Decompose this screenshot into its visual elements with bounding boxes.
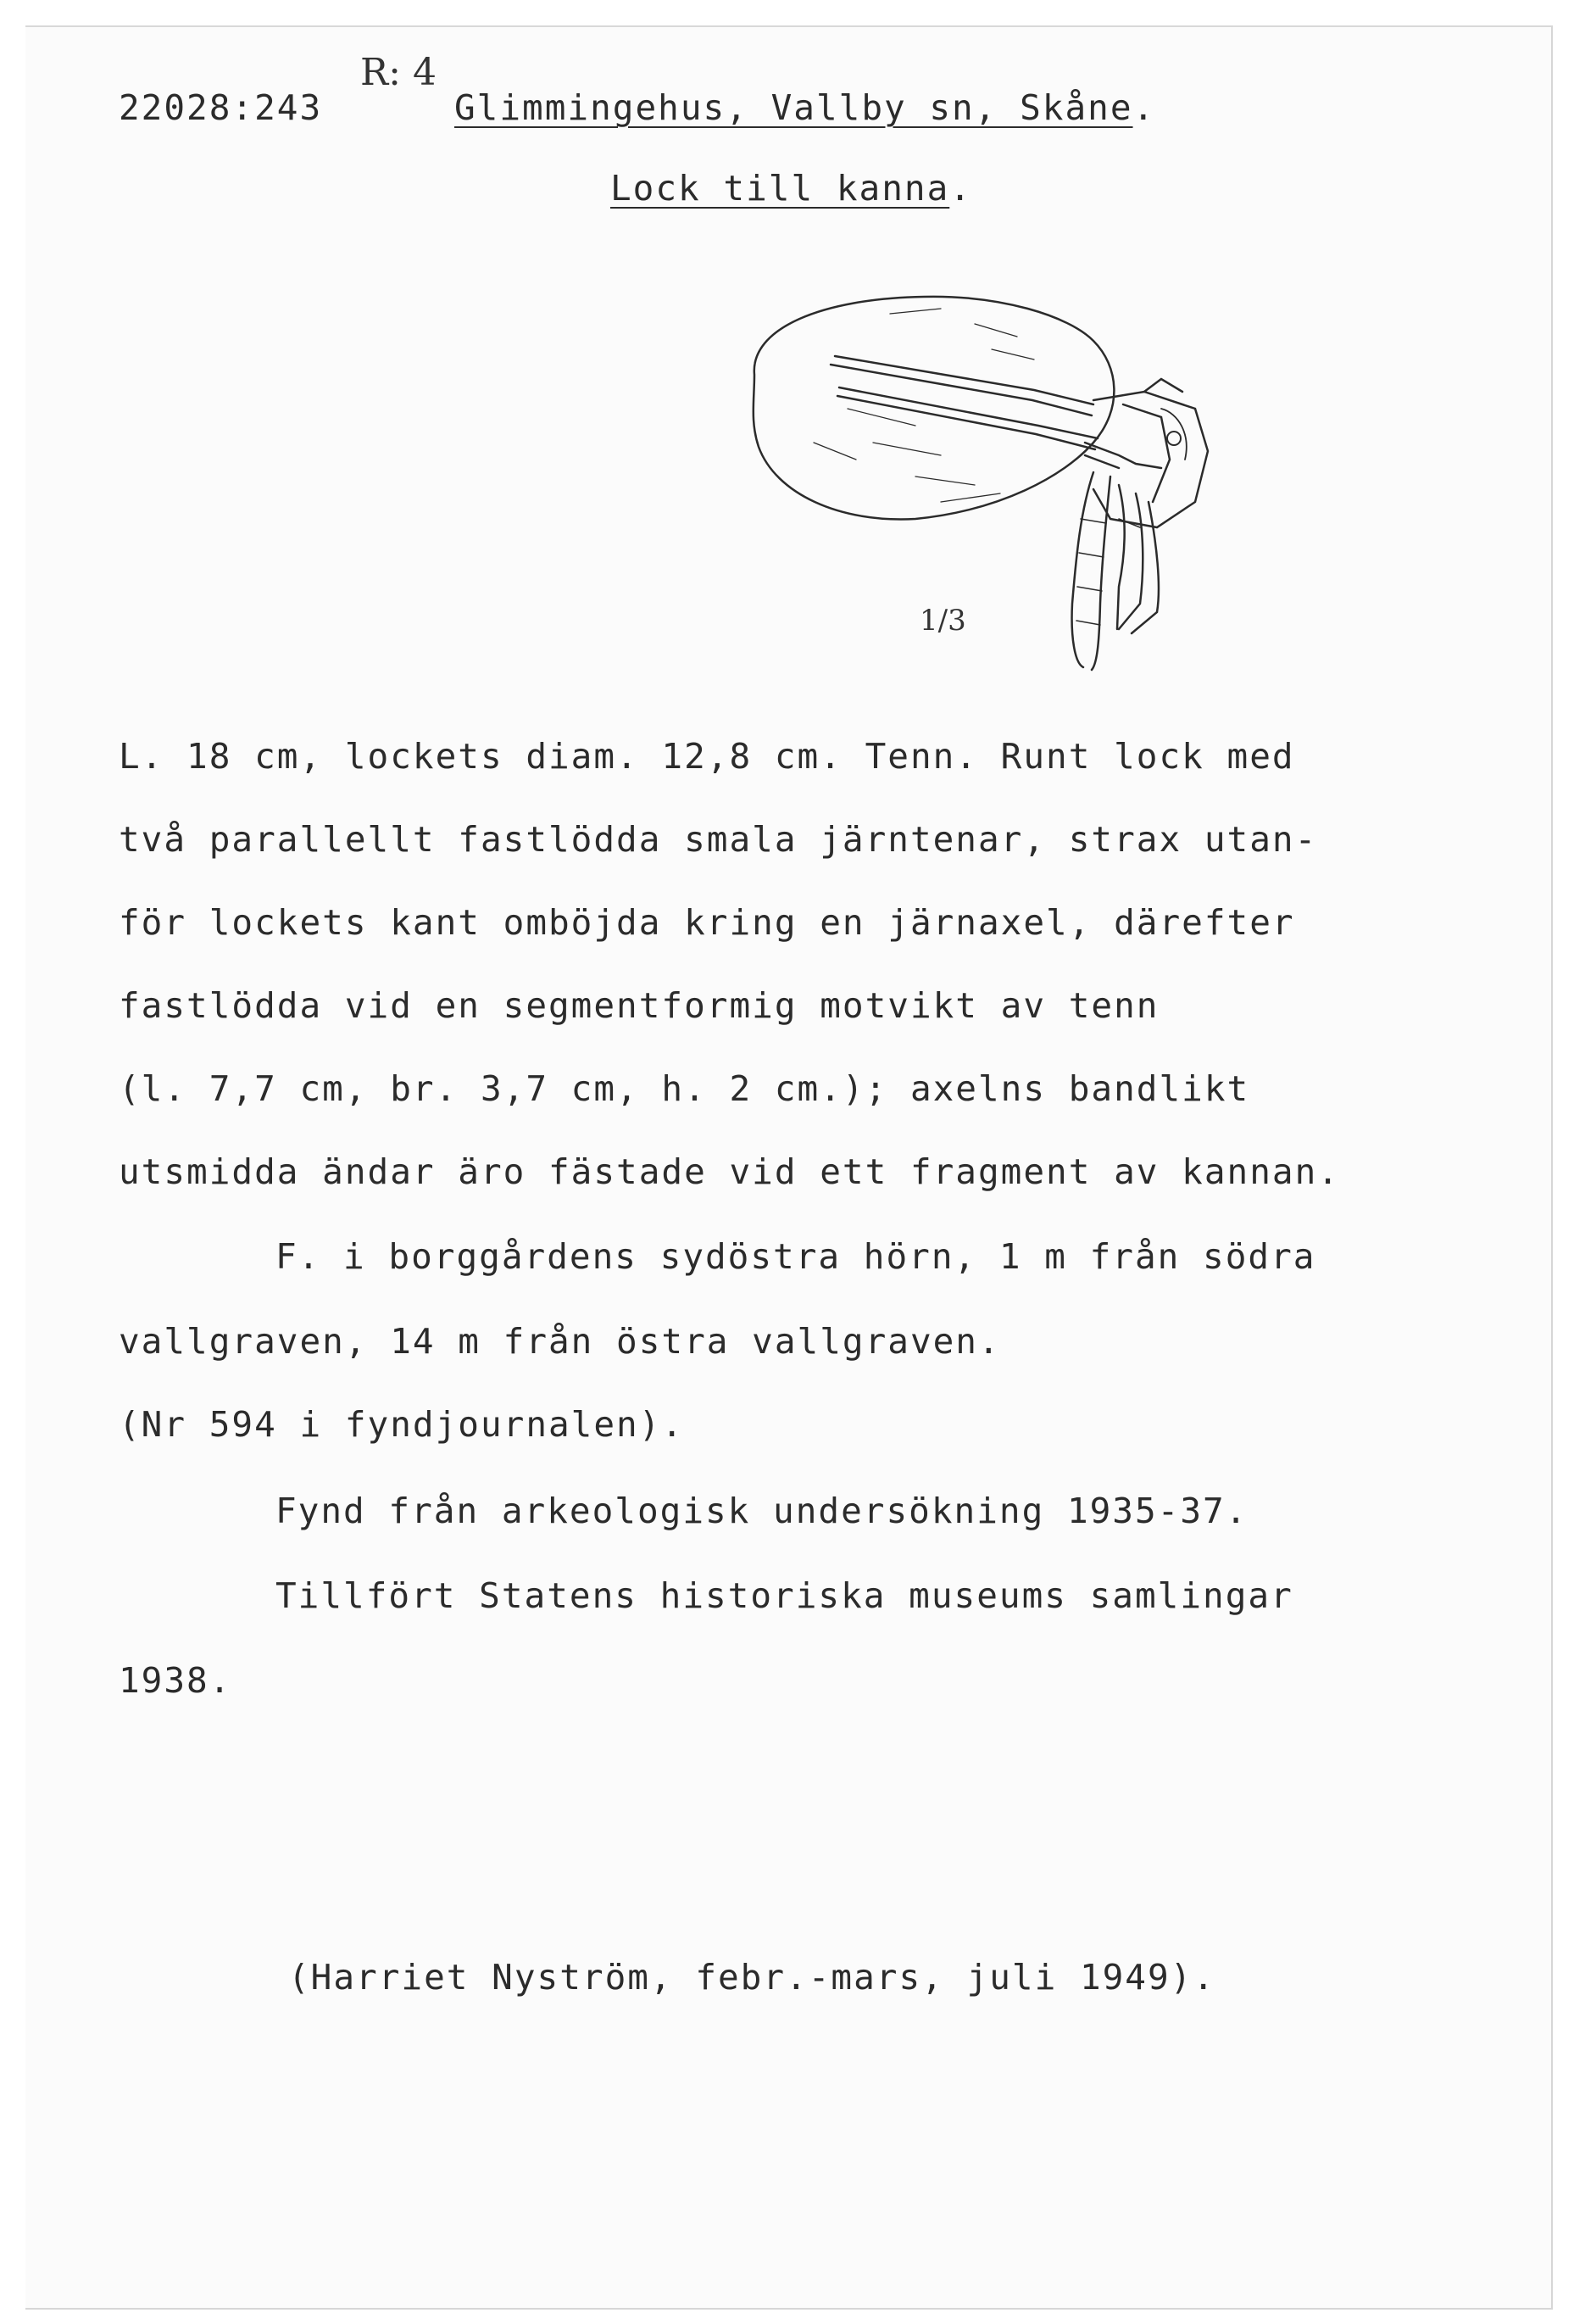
- lid-illustration: [720, 265, 1314, 705]
- provenance-line-2: Tillfört Statens historiska museums samlingar: [275, 1575, 1293, 1616]
- catalog-number: 22028:243: [119, 87, 323, 128]
- author-line: (Harriet Nyström, febr.-mars, juli 1949).: [288, 1957, 1216, 1998]
- scale-label: 1/3: [920, 604, 966, 638]
- location-heading: [454, 87, 1156, 128]
- description-line-3: för lockets kant omböjda kring en järnaxel, därefter: [119, 902, 1295, 943]
- provenance-line-1: Fynd från arkeologisk undersökning 1935-37.: [275, 1491, 1249, 1531]
- location-text: Glimmingehus, Vallby sn, Skåne: [454, 87, 1133, 128]
- description-line-1: L. 18 cm, lockets diam. 12,8 cm. Tenn. Runt lock med: [119, 736, 1295, 777]
- description-line-2: två parallellt fastlödda smala järntenar, strax utan-: [119, 819, 1318, 860]
- find-location-line-2: vallgraven, 14 m från östra vallgraven.: [119, 1321, 1001, 1362]
- description-line-5: (l. 7,7 cm, br. 3,7 cm, h. 2 cm.); axelns bandlikt: [119, 1068, 1250, 1109]
- object-title-period: .: [949, 168, 972, 209]
- location-period: .: [1132, 87, 1156, 128]
- find-location-line-3: (Nr 594 i fyndjournalen).: [119, 1404, 685, 1445]
- provenance-line-3: 1938.: [119, 1660, 232, 1701]
- catalog-card: [25, 25, 1553, 2310]
- object-title-text: Lock till kanna: [610, 168, 950, 209]
- find-location-line-1: F. i borggårdens sydöstra hörn, 1 m från södra: [275, 1236, 1316, 1277]
- handwritten-note: R: 4: [360, 51, 437, 94]
- description-line-6: utsmidda ändar äro fästade vid ett fragment av kannan.: [119, 1151, 1340, 1192]
- object-title: [610, 168, 972, 209]
- description-line-4: fastlödda vid en segmentformig motvikt av tenn: [119, 985, 1160, 1026]
